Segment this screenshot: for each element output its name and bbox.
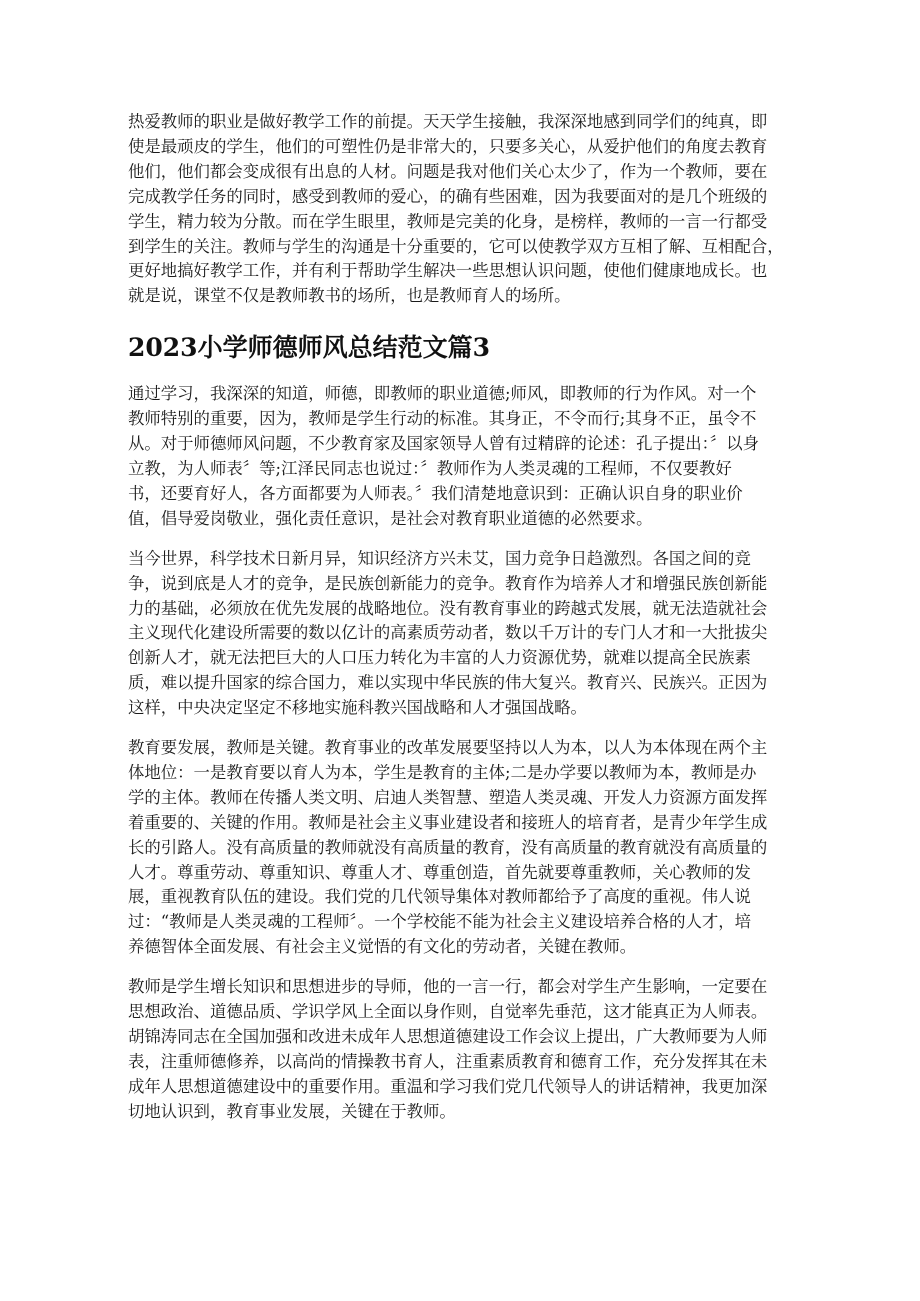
paragraph-line: 展，重视教育队伍的建设。我们党的几代领导集体对教师都给予了高度的重视。伟人说 <box>128 887 751 907</box>
paragraph-line: 教师特别的重要，因为，教师是学生行动的标准。其身正，不令而行;其身不正，虽令不 <box>128 409 757 429</box>
paragraph-line: 他们，他们都会变成很有出息的人材。问题是我对他们关心太少了，作为一个教师，要在 <box>128 161 768 181</box>
document-page <box>128 110 804 1125</box>
paragraph-line: 就是说，课堂不仅是教师教书的场所，也是教师育人的场所。 <box>128 286 571 306</box>
paragraph-line: 质，难以提升国家的综合国力，难以实现中华民族的伟大复兴。教育兴、民族兴。正因为 <box>128 673 768 693</box>
paragraph-line: 教育要发展，教师是关键。教育事业的改革发展要坚持以人为本，以人为本体现在两个主 <box>128 738 768 758</box>
paragraph-line: 成年人思想道德建设中的重要作用。重温和学习我们党几代领导人的讲话精神，我更加深 <box>128 1076 768 1096</box>
paragraph-line: 创新人才，就无法把巨大的人口压力转化为丰富的人力资源优势，就难以提高全民族素 <box>128 648 751 668</box>
paragraph-line: 使是最顽皮的学生，他们的可塑性仍是非常大的，只要多关心，从爱护他们的角度去教育 <box>128 136 768 156</box>
paragraph-line: 力的基础，必须放在优先发展的战略地位。没有教育事业的跨越式发展，就无法造就社会 <box>128 598 768 618</box>
paragraph-line: 当今世界，科学技术日新月异，知识经济方兴未艾，国力竞争日趋激烈。各国之间的竞 <box>128 548 751 568</box>
paragraph-line: 通过学习，我深深的知道，师德，即教师的职业道德;师风，即教师的行为作风。对一个 <box>128 384 757 404</box>
paragraph-line: 思想政治、道德品质、学识学风上全面以身作则，自觉率先垂范，这才能真正为人师表。 <box>128 1002 768 1022</box>
paragraph-line: 从。对于师德师风问题，不少教育家及国家领导人曾有过精辟的论述：孔子提出：〞以身 <box>128 434 760 454</box>
paragraph-line: 着重要的、关键的作用。教师是社会主义事业建设者和接班人的培育者，是青少年学生成 <box>128 812 768 832</box>
paragraph-line: 主义现代化建设所需要的数以亿计的高素质劳动者，数以千万计的专门人才和一大批拔尖 <box>128 623 768 643</box>
paragraph-line: 人才。尊重劳动、尊重知识、尊重人才、尊重创造，首先就要尊重教师，关心教师的发 <box>128 862 751 882</box>
paragraph-line: 争，说到底是人才的竞争，是民族创新能力的竞争。教育作为培养人才和增强民族创新能 <box>128 573 768 593</box>
paragraph-line: 胡锦涛同志在全国加强和改进未成年人思想道德建设工作会议上提出，广大教师要为人师 <box>128 1027 768 1046</box>
paragraph-line: 切地认识到，教育事业发展，关键在于教师。 <box>128 1101 456 1121</box>
paragraph-line: 立教，为人师表〞等;江泽民同志也说过：〞教师作为人类灵魂的工程师，不仅要教好 <box>128 458 732 478</box>
body-paragraph <box>128 547 804 721</box>
paragraph-line: 表，注重师德修养，以高尚的情操教书育人，注重素质教育和德育工作，充分发挥其在未 <box>128 1051 768 1071</box>
paragraph-line: 过：“教师是人类灵魂的工程师〞。一个学校能不能为社会主义建设培养合格的人才，培 <box>128 912 752 932</box>
body-paragraph <box>128 736 804 960</box>
section-heading: 2023小学师德师风总结范文篇3 <box>128 333 490 363</box>
paragraph-line: 这样，中央决定坚定不移地实施科教兴国战略和人才强国战略。 <box>128 698 587 718</box>
paragraph-line: 长的引路人。没有高质量的教师就没有高质量的教育，没有高质量的教育就没有高质量的 <box>128 837 768 857</box>
paragraph-line: 学的主体。教师在传播人类文明、启迪人类智慧、塑造人类灵魂、开发人力资源方面发挥 <box>128 787 768 807</box>
paragraph-line: 体地位：一是教育要以育人为本，学生是教育的主体;二是办学要以教师为本，教师是办 <box>128 762 757 782</box>
body-paragraph <box>128 382 804 531</box>
paragraph-line: 热爱教师的职业是做好教学工作的前提。天天学生接触，我深深地感到同学们的纯真，即 <box>128 112 768 131</box>
paragraph-line: 更好地搞好教学工作，并有利于帮助学生解决一些思想认识问题，使他们健康地成长。也 <box>128 261 768 281</box>
paragraph-line: 教师是学生增长知识和思想进步的导师，他的一言一行，都会对学生产生影响，一定要在 <box>128 977 768 997</box>
body-paragraph <box>128 975 804 1124</box>
paragraph-line: 到学生的关注。教师与学生的沟通是十分重要的，它可以使教学双方互相了解、互相配合， <box>128 236 784 256</box>
paragraph-line: 值，倡导爱岗敬业，强化责任意识，是社会对教育职业道德的必然要求。 <box>128 508 653 528</box>
paragraph-line: 学生，精力较为分散。而在学生眼里，教师是完美的化身，是榜样，教师的一言一行都受 <box>128 211 768 231</box>
paragraph-line: 书，还要育好人，各方面都要为人师表。〞我们清楚地意识到：正确认识自身的职业价 <box>128 483 743 503</box>
paragraph-line: 养德智体全面发展、有社会主义觉悟的有文化的劳动者，关键在教师。 <box>128 937 637 957</box>
intro-paragraph <box>128 110 804 309</box>
paragraph-line: 完成教学任务的同时，感受到教师的爱心，的确有些困难，因为我要面对的是几个班级的 <box>128 186 768 206</box>
